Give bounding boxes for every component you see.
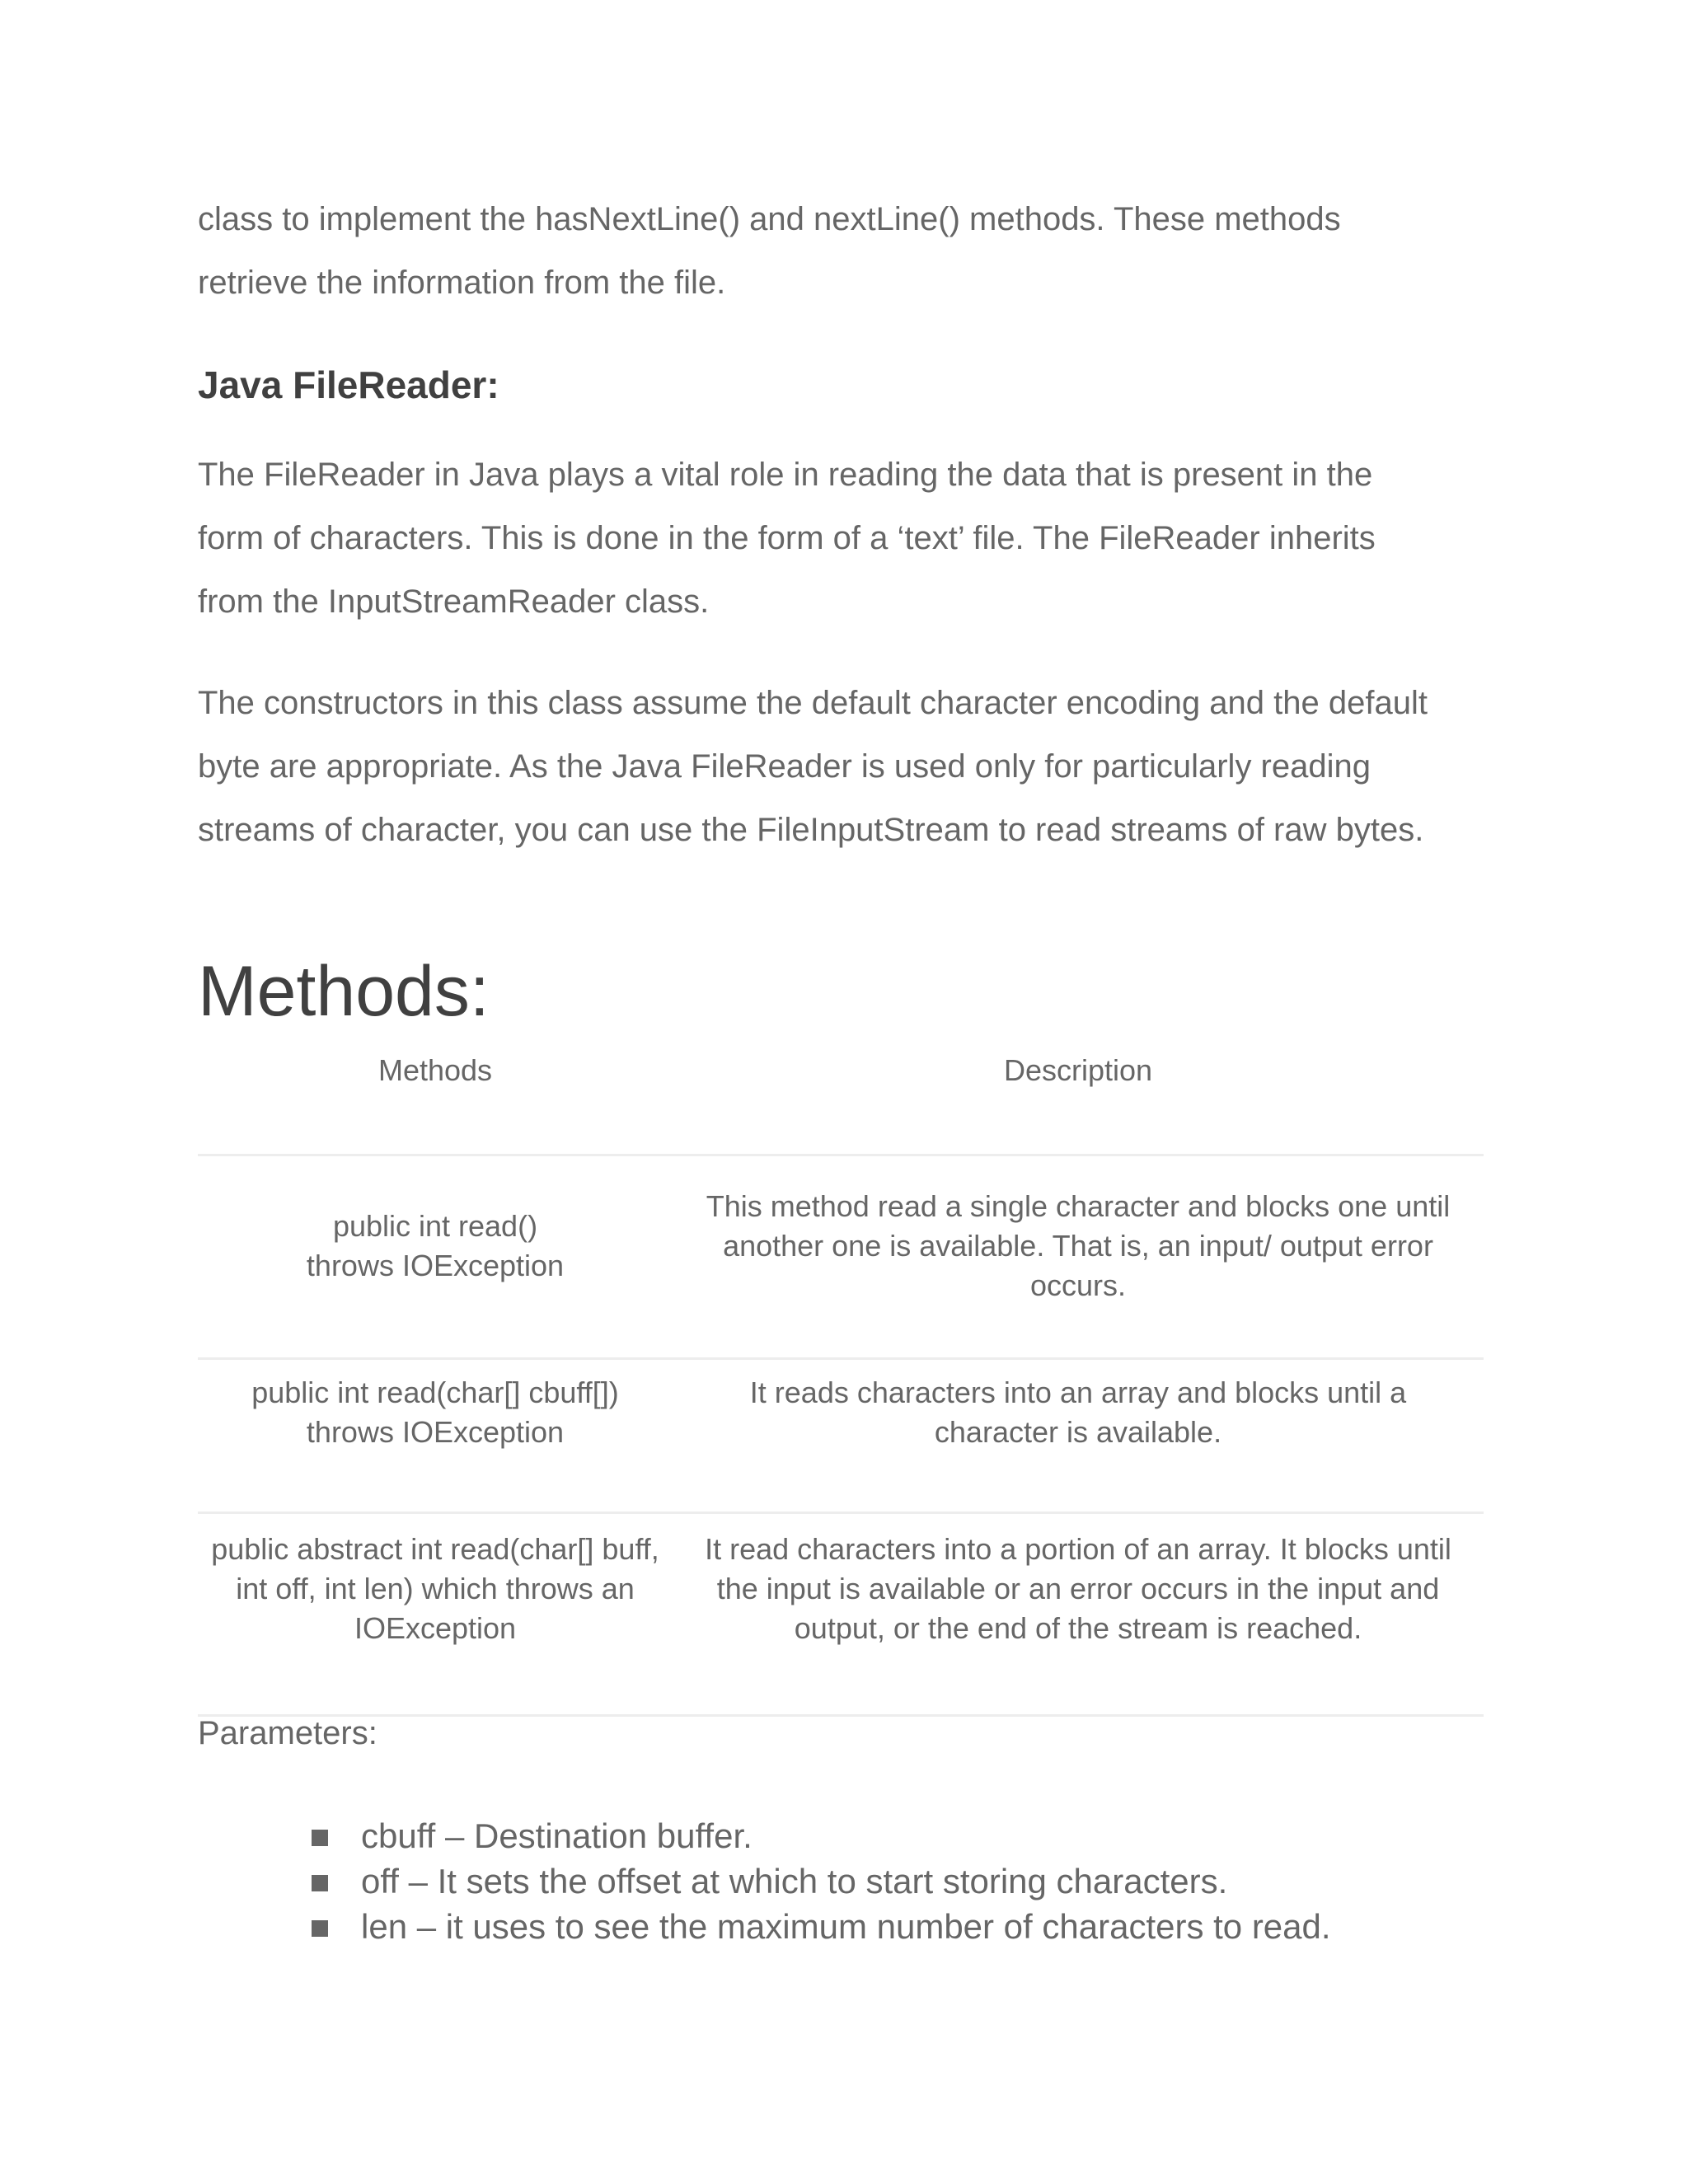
- intro-line: class to implement the hasNextLine() and nextLine() methods. These methods: [198, 201, 1341, 237]
- list-item: [312, 1813, 1331, 1858]
- method-cell: public int read(char[] cbuff[]) throws IOException: [251, 1376, 619, 1449]
- methods-table: [198, 1038, 1484, 1717]
- table-row: [198, 1156, 1484, 1360]
- table-row: [198, 1514, 1484, 1717]
- parameters-label: Parameters:: [198, 1715, 377, 1751]
- square-bullet-icon: [312, 1920, 328, 1937]
- list-item-text: len – it uses to see the maximum number of characters to read.: [361, 1907, 1331, 1946]
- table-row: [198, 1360, 1484, 1514]
- table-header-description: Description: [1003, 1053, 1153, 1087]
- paragraph-line: The constructors in this class assume the default character encoding and the default: [198, 685, 1428, 721]
- methods-heading: Methods:: [198, 951, 490, 1031]
- square-bullet-icon: [312, 1830, 328, 1846]
- intro-line: retrieve the information from the file.: [198, 265, 726, 301]
- description-cell: It read characters into a portion of an array. It blocks until the input is available or an error occurs in the input and output, or the end of the stream is reached.: [705, 1532, 1451, 1645]
- table-header-methods: Methods: [377, 1053, 493, 1087]
- method-cell: public abstract int read(char[] buff, int off, int len) which throws an IOException: [211, 1532, 659, 1645]
- description-cell: This method read a single character and blocks one until another one is available. That is, an input/ output error occurs.: [706, 1189, 1451, 1302]
- list-item-text: off – It sets the offset at which to start storing characters.: [361, 1862, 1228, 1900]
- paragraph-line: streams of character, you can use the FileInputStream to read streams of raw bytes.: [198, 812, 1424, 848]
- constructors-paragraph: [198, 672, 1484, 862]
- list-item-text: cbuff – Destination buffer.: [361, 1816, 753, 1855]
- paragraph-line: from the InputStreamReader class.: [198, 583, 710, 620]
- filereader-paragraph: [198, 443, 1484, 634]
- parameters-list: [312, 1813, 1331, 1949]
- list-item: [312, 1904, 1331, 1949]
- method-cell: public int read() throws IOException: [306, 1209, 565, 1282]
- paragraph-line: form of characters. This is done in the form of a ‘text’ file. The FileReader inherits: [198, 520, 1376, 556]
- description-cell: It reads characters into an array and blocks until a character is available.: [749, 1376, 1407, 1449]
- list-item: [312, 1858, 1331, 1904]
- paragraph-line: byte are appropriate. As the Java FileReader is used only for particularly reading: [198, 748, 1371, 785]
- intro-paragraph: [198, 188, 1484, 315]
- section-title: Java FileReader:: [198, 363, 499, 406]
- paragraph-line: The FileReader in Java plays a vital role in reading the data that is present in the: [198, 457, 1373, 493]
- square-bullet-icon: [312, 1875, 328, 1891]
